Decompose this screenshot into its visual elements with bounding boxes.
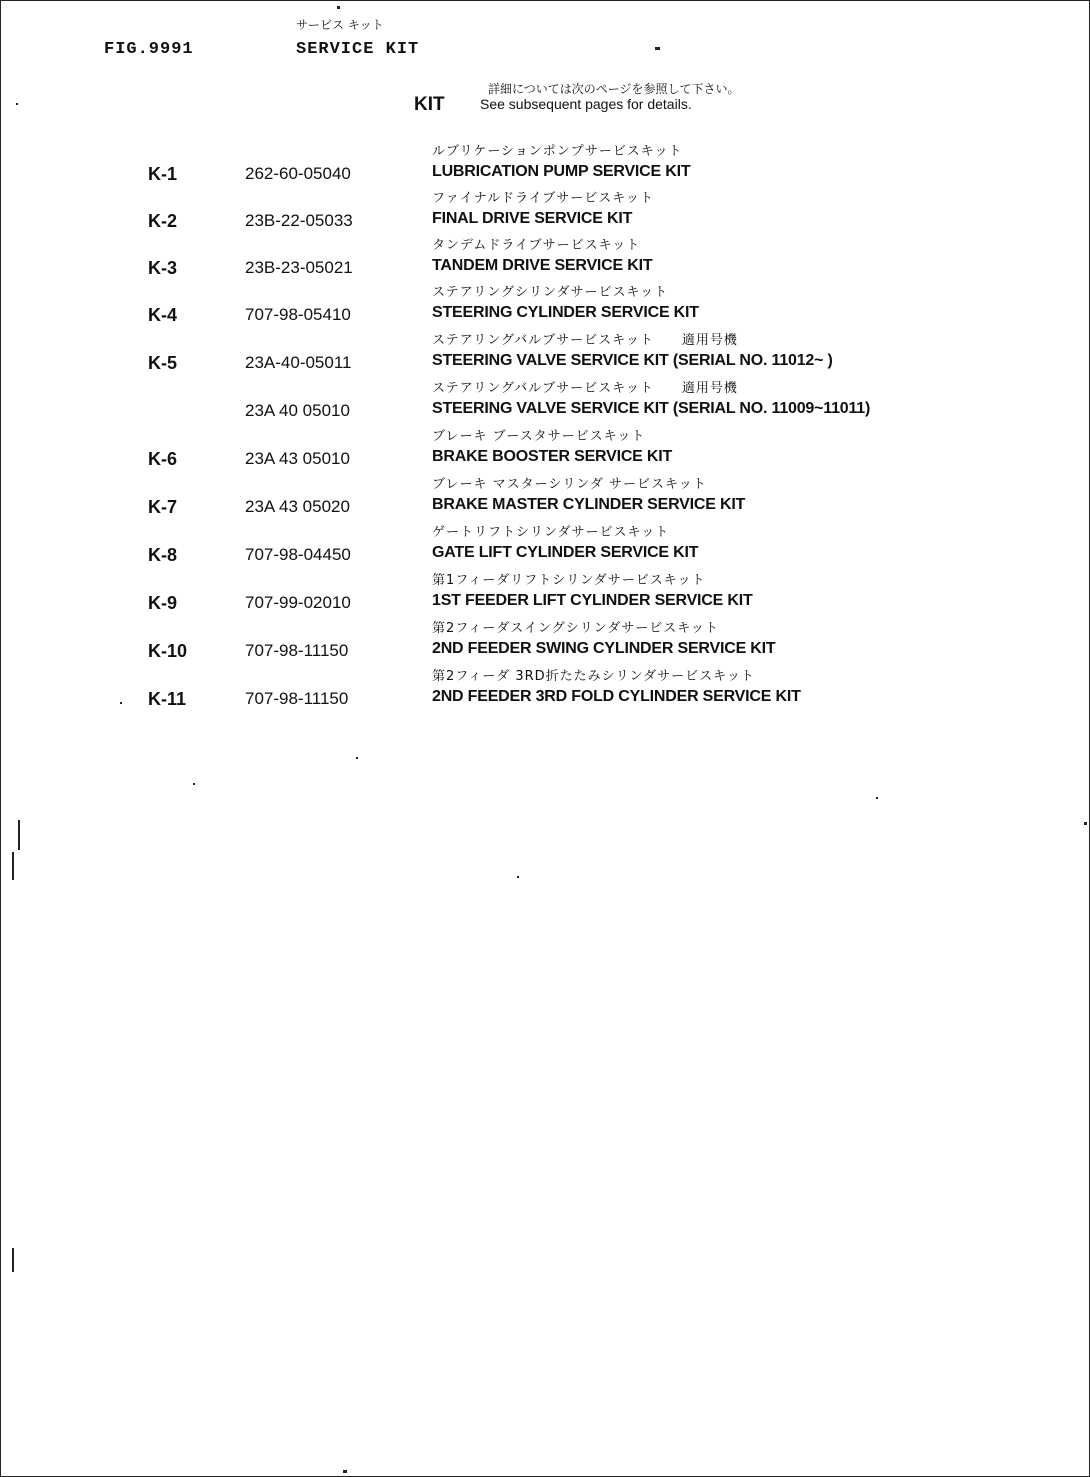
- item-description: BRAKE MASTER CYLINDER SERVICE KIT: [432, 496, 746, 513]
- scan-speck: [18, 820, 20, 850]
- item-ref: K-8: [148, 545, 178, 565]
- item-description-japanese: ゲートリフトシリンダサービスキット: [432, 525, 670, 540]
- item-part-number: 23A-40-05011: [245, 353, 352, 372]
- item-description-japanese: ステアリングバルブサービスキット 適用号機: [432, 333, 738, 348]
- scan-speck: [655, 47, 660, 50]
- item-ref: K-9: [148, 593, 178, 613]
- scan-speck: [356, 757, 358, 759]
- list-item: [0, 234, 1090, 282]
- item-description-japanese: 第1フィーダリフトシリンダサービスキット: [432, 573, 706, 588]
- item-description-japanese: ステアリングシリンダサービスキット: [432, 285, 669, 300]
- scan-speck: [12, 1248, 14, 1272]
- item-ref: K-11: [148, 689, 187, 709]
- item-part-number: 23B-22-05033: [245, 211, 353, 230]
- item-description: 2ND FEEDER SWING CYLINDER SERVICE KIT: [432, 640, 776, 657]
- scan-speck: [16, 103, 18, 105]
- item-part-number: 23A 40 05010: [245, 401, 350, 420]
- details-note: See subsequent pages for details.: [480, 96, 692, 112]
- item-description-japanese: 第2フィーダ 3RD折たたみシリンダサービスキット: [432, 669, 755, 684]
- item-description: FINAL DRIVE SERVICE KIT: [432, 210, 633, 227]
- item-part-number: 707-99-02010: [245, 593, 351, 612]
- item-description: STEERING VALVE SERVICE KIT (SERIAL NO. 11012~ ): [432, 352, 833, 369]
- item-ref: K-2: [148, 211, 178, 231]
- item-part-number: 23B-23-05021: [245, 258, 353, 277]
- item-ref: K-10: [148, 641, 188, 661]
- item-ref: K-7: [148, 497, 178, 517]
- kit-heading: KIT: [414, 94, 445, 115]
- list-item: [0, 617, 1090, 665]
- item-description-japanese: ファイナルドライブサービスキット: [432, 191, 655, 206]
- item-part-number: 707-98-11150: [245, 641, 349, 660]
- scan-speck: [12, 852, 14, 880]
- item-description-japanese: 第2フィーダスイングシリンダサービスキット: [432, 621, 719, 636]
- item-description: LUBRICATION PUMP SERVICE KIT: [432, 163, 691, 180]
- item-description: TANDEM DRIVE SERVICE KIT: [432, 257, 653, 274]
- scan-speck: [343, 1470, 347, 1473]
- page-title: SERVICE KIT: [296, 40, 420, 59]
- scan-speck: [120, 702, 122, 704]
- list-item: [0, 665, 1090, 713]
- list-item: [0, 329, 1090, 377]
- item-description: STEERING VALVE SERVICE KIT (SERIAL NO. 11009~11011): [432, 400, 871, 417]
- scan-speck: [337, 6, 340, 9]
- item-description: BRAKE BOOSTER SERVICE KIT: [432, 448, 673, 465]
- list-item: [0, 473, 1090, 521]
- list-item: [0, 425, 1090, 473]
- item-part-number: 23A 43 05020: [245, 497, 350, 516]
- item-description-japanese: ブレーキ ブースタサービスキット: [432, 429, 646, 444]
- scan-speck: [1084, 822, 1087, 825]
- item-description-japanese: ブレーキ マスターシリンダ サービスキット: [432, 477, 707, 492]
- list-item: [0, 281, 1090, 329]
- item-description: STEERING CYLINDER SERVICE KIT: [432, 304, 699, 321]
- list-item: [0, 377, 1090, 425]
- title-japanese: サービス キット: [296, 18, 384, 32]
- item-part-number: 707-98-05410: [245, 305, 351, 324]
- item-description-japanese: ステアリングバルブサービスキット 適用号機: [432, 381, 738, 396]
- item-ref: K-1: [148, 164, 178, 184]
- figure-number: FIG.9991: [104, 40, 194, 59]
- scan-speck: [193, 783, 195, 785]
- item-description: GATE LIFT CYLINDER SERVICE KIT: [432, 544, 699, 561]
- item-ref: K-5: [148, 353, 178, 373]
- item-ref: K-6: [148, 449, 178, 469]
- item-part-number: 23A 43 05010: [245, 449, 350, 468]
- item-ref: K-3: [148, 258, 178, 278]
- item-ref: K-4: [148, 305, 178, 325]
- item-description-japanese: タンデムドライブサービスキット: [432, 238, 641, 253]
- item-description: 2ND FEEDER 3RD FOLD CYLINDER SERVICE KIT: [432, 688, 801, 705]
- scan-speck: [876, 797, 878, 799]
- item-description: 1ST FEEDER LIFT CYLINDER SERVICE KIT: [432, 592, 753, 609]
- list-item: [0, 187, 1090, 235]
- item-description-japanese: ルブリケーションポンプサービスキット: [432, 144, 683, 159]
- list-item: [0, 569, 1090, 617]
- list-item: [0, 140, 1090, 188]
- list-item: [0, 521, 1090, 569]
- details-note-japanese: 詳細については次のページを参照して下さい。: [488, 82, 740, 96]
- item-part-number: 262-60-05040: [245, 164, 351, 183]
- scan-speck: [517, 876, 519, 878]
- item-part-number: 707-98-11150: [245, 689, 349, 708]
- item-part-number: 707-98-04450: [245, 545, 351, 564]
